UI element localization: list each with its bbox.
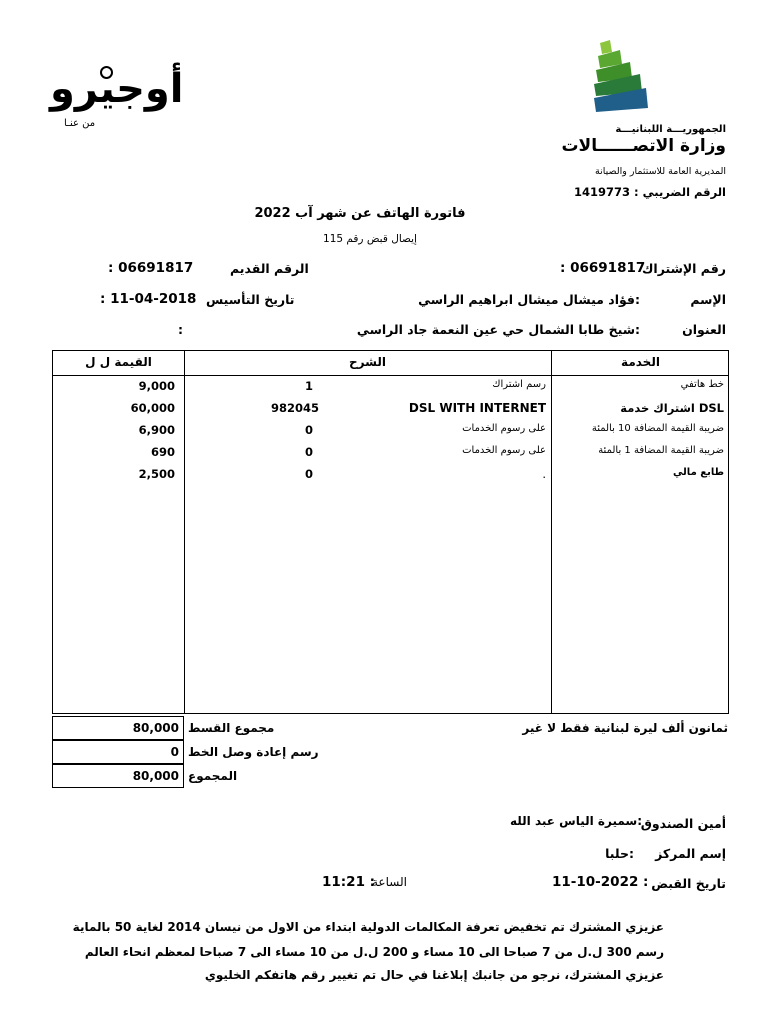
- tax-number: 1419773: [574, 185, 631, 199]
- table-divider: [184, 351, 185, 713]
- total-label: المجموع: [188, 769, 238, 783]
- amount-in-words: ثمانون ألف ليرة لبنانية فقط لا غير: [522, 721, 728, 735]
- row-desc-text: DSL WITH INTERNET: [408, 401, 546, 415]
- subscription-label: رقم الإشتراك: [641, 261, 726, 276]
- receipt-number: إيصال قبض رقم 115: [323, 233, 417, 245]
- row-value: 60,000: [130, 401, 175, 415]
- collection-date-value: 11-10-2022 :: [552, 874, 649, 890]
- header-service: الخدمة: [621, 355, 660, 369]
- row-service: طابع مالي: [672, 467, 724, 478]
- note-line-1: عزيزي المشترك تم تخفيض تعرفة المكالمات الدولية ابتداء من الاول من نيسان 2014 لغاية 50 بالماية: [72, 920, 664, 934]
- gov-republic: الجمهوريـــة اللبنانيـــة: [615, 124, 726, 135]
- row-service: ضريبة القيمة المضافة 1 بالمئة: [598, 445, 724, 456]
- old-number-label: الرقم القديم: [230, 261, 309, 276]
- row-desc-text: رسم اشتراك: [492, 379, 546, 390]
- invoice-title: فاتورة الهاتف عن شهر آب 2022: [254, 206, 466, 221]
- ogero-tagline: من عنـا: [64, 118, 96, 129]
- founding-date-label: تاريخ التأسيس: [206, 292, 295, 307]
- tax-number-line: [574, 185, 726, 199]
- name-label: الإسم: [690, 292, 726, 307]
- gov-directorate: المديرية العامة للاستثمار والصيانة: [595, 166, 726, 177]
- center-label: إسم المركز: [655, 846, 726, 861]
- installment-box: [52, 716, 184, 740]
- time-label: الساعة: [372, 875, 407, 889]
- header-value: القيمة ل ل: [85, 355, 152, 369]
- reconnect-value: 0: [170, 745, 179, 759]
- cashier-label: أمين الصندوق: [640, 816, 726, 831]
- subscription-value: : 06691817: [560, 260, 646, 276]
- row-desc-text: على رسوم الخدمات: [462, 423, 546, 434]
- note-line-2: رسم 300 ل.ل من 7 صباحا الى 10 مساء و 200 ل.ل من 10 مساء الى 7 صباحا لمعظم انحاء العالم: [84, 945, 664, 959]
- row-service: DSL اشتراك خدمة: [620, 401, 724, 415]
- gov-ministry: وزارة الاتصــــــالات: [561, 136, 726, 156]
- old-number-value: : 06691817: [108, 260, 194, 276]
- row-value: 6,900: [138, 423, 175, 437]
- extra-colon: :: [178, 322, 183, 337]
- row-value: 9,000: [138, 379, 175, 393]
- row-desc-text: .: [542, 467, 546, 481]
- row-value: 2,500: [138, 467, 175, 481]
- ogero-brand: أوجيرو: [50, 66, 184, 112]
- row-desc-num: 0: [305, 423, 314, 437]
- collection-date-label: تاريخ القبض: [651, 876, 726, 891]
- total-box: [52, 764, 184, 788]
- row-desc-num: 1: [305, 379, 314, 393]
- cashier-value: :سميرة الياس عبد الله: [509, 814, 642, 828]
- address-value: :شيخ طابا الشمال حي عين النعمة جاد الراسي: [356, 322, 640, 337]
- cedar-logo-icon: [590, 38, 650, 118]
- center-value: :حلبا: [605, 846, 634, 861]
- ogero-ring-icon: [100, 66, 113, 79]
- installment-label: مجموع القسط: [188, 721, 275, 735]
- name-value: :فؤاد ميشال ميشال ابراهيم الراسي: [418, 292, 640, 307]
- reconnect-label: رسم إعادة وصل الخط: [188, 745, 319, 759]
- total-value: 80,000: [132, 769, 179, 783]
- row-desc-num: 0: [305, 445, 314, 459]
- founding-date-value: : 11-04-2018: [100, 291, 197, 307]
- tax-label: الرقم الضريبي :: [634, 185, 726, 199]
- row-desc-num: 982045: [271, 401, 320, 415]
- ogero-logo: [48, 66, 198, 136]
- row-value: 690: [150, 445, 175, 459]
- table-header-divider: [53, 375, 728, 376]
- address-label: العنوان: [682, 322, 726, 337]
- services-table: [52, 350, 729, 714]
- row-desc-num: 0: [305, 467, 314, 481]
- table-divider: [551, 351, 552, 713]
- row-desc-text: على رسوم الخدمات: [462, 445, 546, 456]
- reconnect-box: [52, 740, 184, 764]
- time-value: 11:21 :: [322, 874, 376, 890]
- row-service: خط هاتفي: [680, 379, 724, 390]
- note-line-3: عزيزي المشترك، نرجو من جانبك إبلاغنا في حال تم تغيير رقم هاتفكم الخليوي: [204, 968, 664, 982]
- header-description: الشرح: [349, 355, 386, 369]
- installment-value: 80,000: [132, 721, 179, 735]
- row-service: ضريبة القيمة المضافة 10 بالمئة: [591, 423, 724, 434]
